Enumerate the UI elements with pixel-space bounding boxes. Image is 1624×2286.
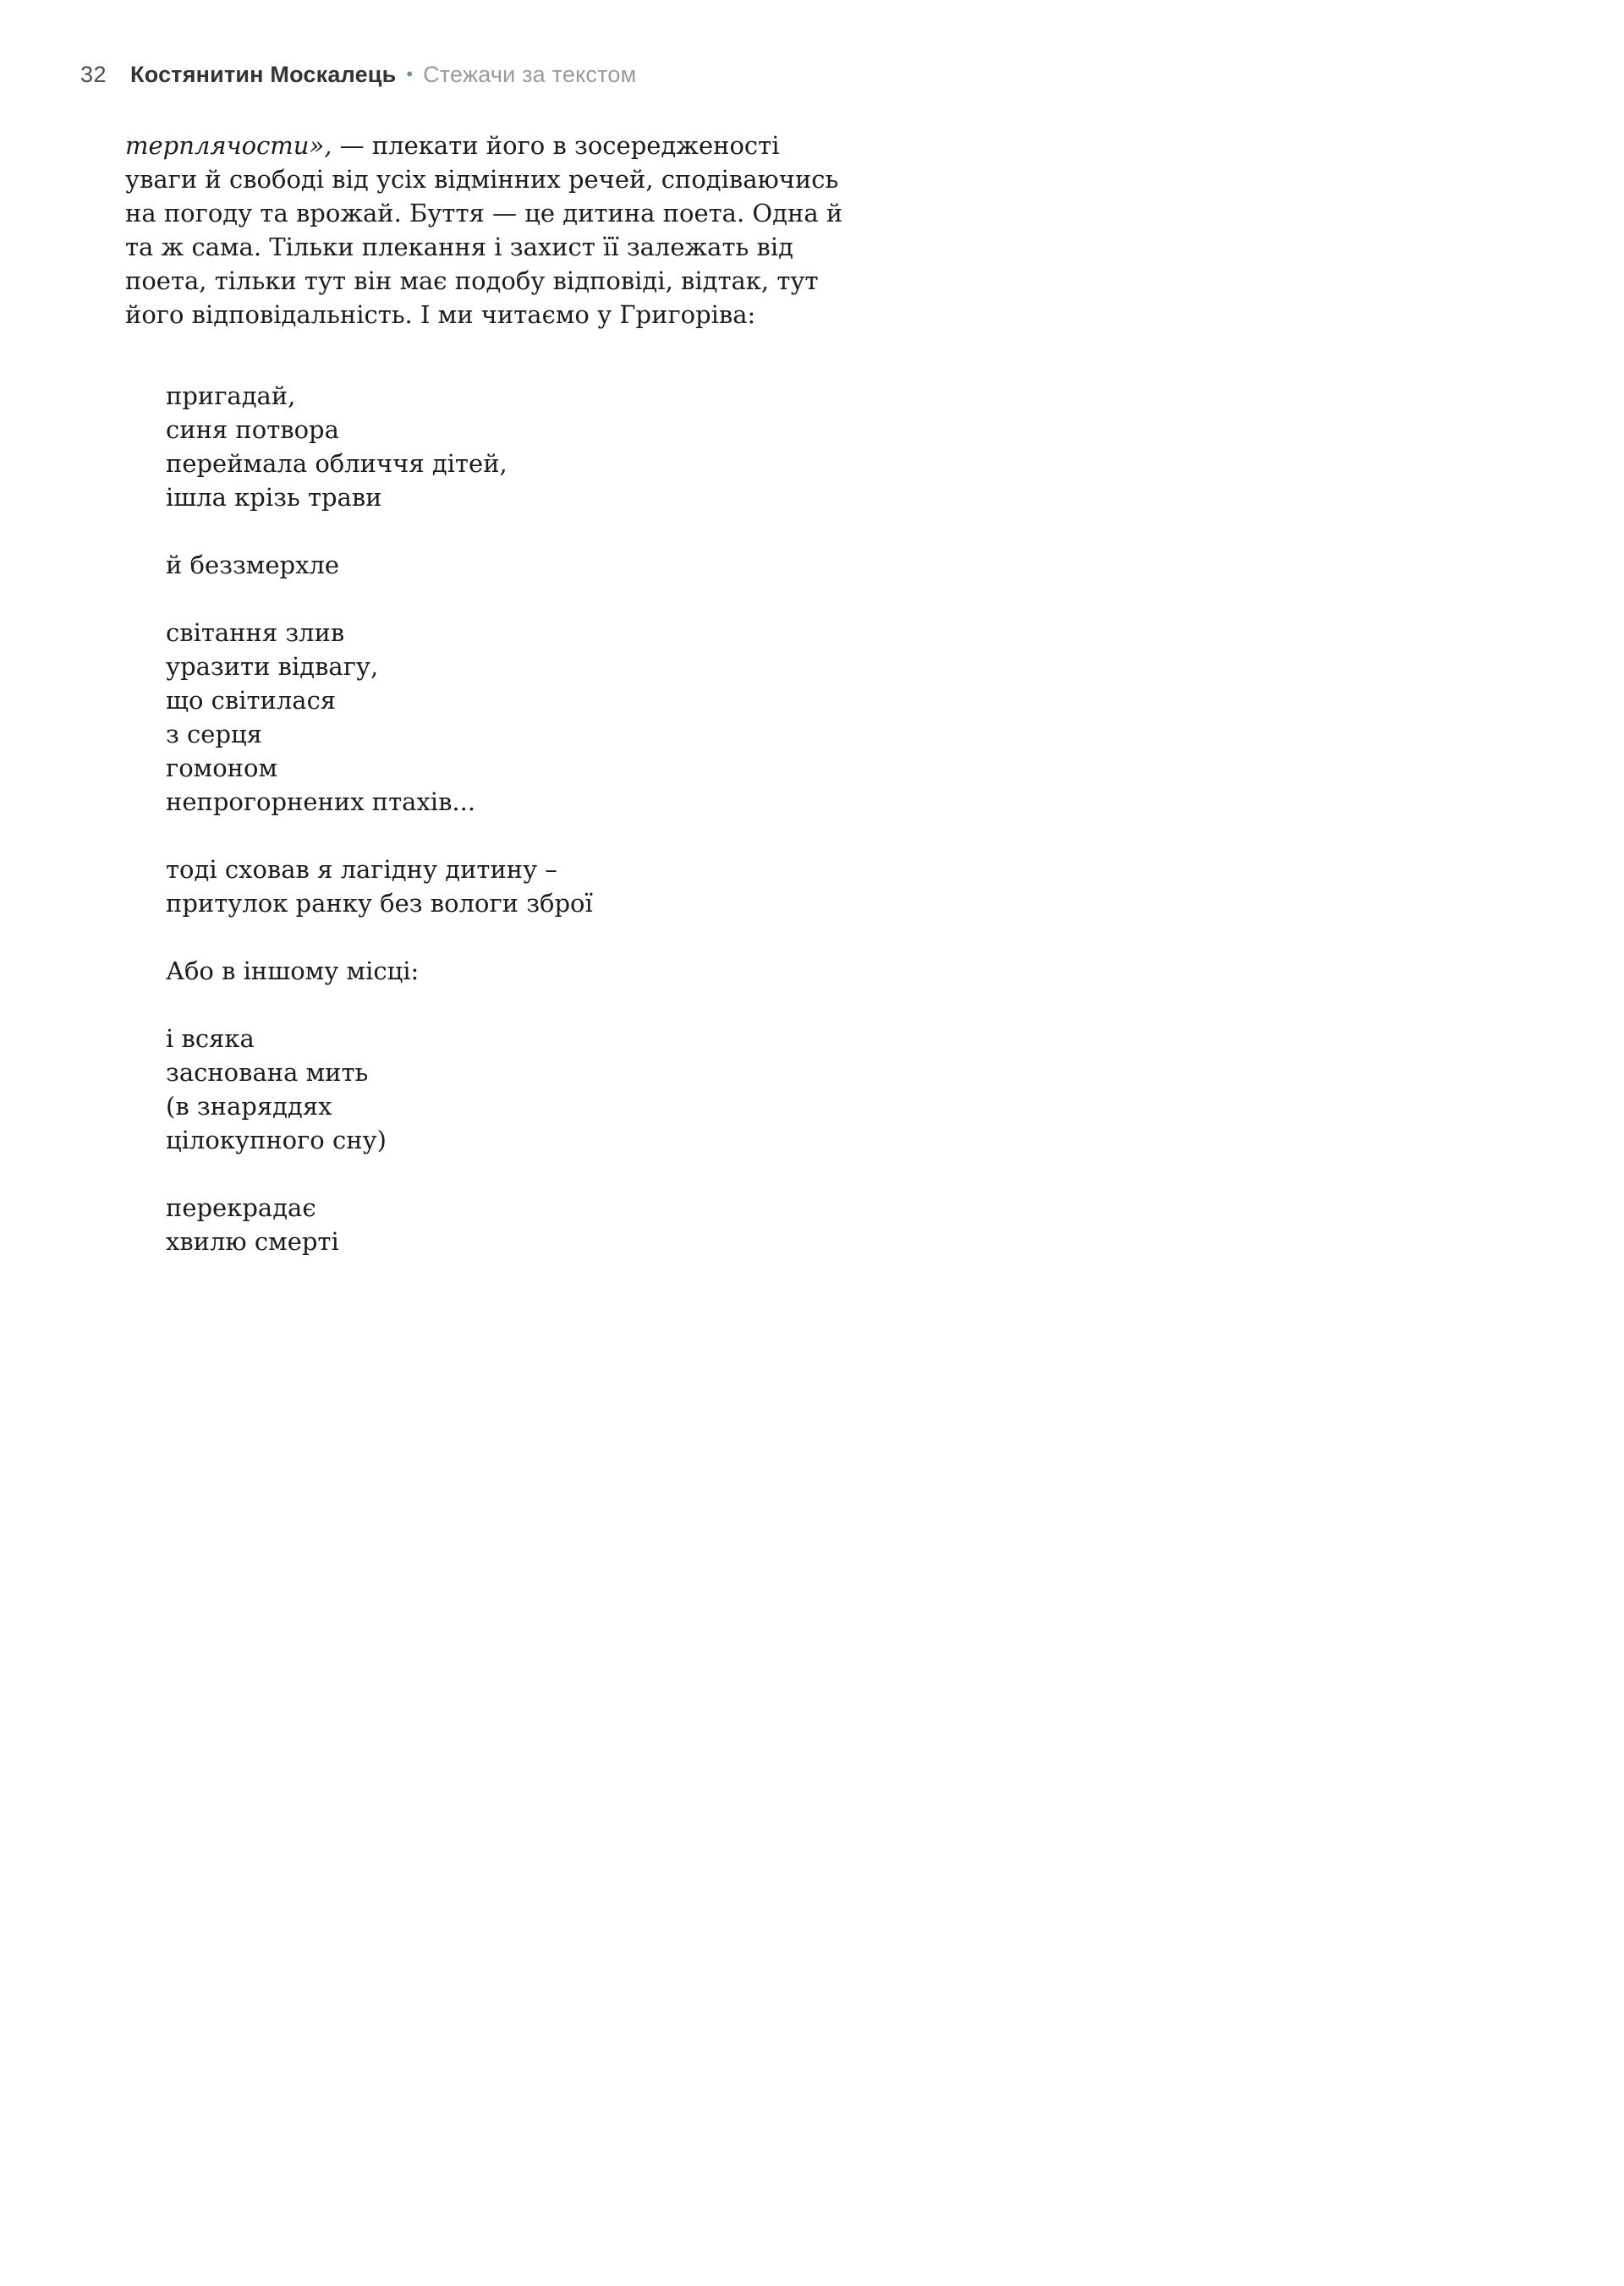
- poem-line: що світилася: [166, 686, 337, 715]
- running-head-title: Стежачи за текстом: [423, 62, 637, 87]
- poem-line: заснована мить: [166, 1058, 369, 1087]
- poem-line: переймала обличчя дітей,: [166, 449, 508, 478]
- lead-paragraph: [125, 129, 853, 332]
- poem-line: притулок ранку без вологи зброї: [166, 889, 593, 918]
- poem-stanza: [166, 1022, 853, 1157]
- poem-line: перекрадає: [166, 1193, 316, 1222]
- poem-line: синя потвора: [166, 415, 339, 444]
- poem-line: світання злив: [166, 618, 345, 647]
- poem-line: цілокупного сну): [166, 1126, 387, 1154]
- poem-line: тоді сховав я лагідну дитину –: [166, 855, 557, 884]
- poem-block: [166, 379, 853, 1258]
- poem-stanza: [166, 1191, 853, 1258]
- poem-stanza: [166, 852, 853, 920]
- poem-stanza: [166, 954, 853, 988]
- poem-stanza: [166, 379, 853, 514]
- poem-line: і всяка: [166, 1024, 255, 1053]
- poem-line: пригадай,: [166, 381, 296, 410]
- poem-line: й беззмерхле: [166, 551, 340, 579]
- poem-stanza: [166, 616, 853, 819]
- header-separator-dot: •: [406, 63, 414, 85]
- poem-line: гомоном: [166, 754, 278, 782]
- poem-stanza: [166, 548, 853, 582]
- running-head-author: Костянитин Москалець: [130, 62, 397, 87]
- paragraph-italic-lead: терплячости»,: [125, 131, 332, 160]
- poem-line: (в знаряддях: [166, 1092, 332, 1121]
- poem-line: ішла крізь трави: [166, 483, 382, 512]
- poem-line: непрогорнених птахів...: [166, 787, 476, 816]
- poem-line: хвилю смерті: [166, 1227, 339, 1256]
- poem-line: уразити відвагу,: [166, 652, 379, 681]
- running-head: [80, 61, 636, 88]
- poem-line: Або в іншому місці:: [166, 957, 420, 985]
- page-content: [125, 129, 853, 1292]
- poem-line: з серця: [166, 720, 262, 748]
- page-number: 32: [80, 62, 107, 87]
- paragraph-text: — плекати його в зосередженості уваги й свободі від усіх відмінних речей, сподіваючись на погоду та врожай. Буття — це дитина поета. Одна й та ж сама. Тільки плекання і захист її залежать від поета, тільки тут він має подобу відповіді, відтак, тут його відповідальність. І ми читаємо у Григоріва:: [125, 131, 843, 329]
